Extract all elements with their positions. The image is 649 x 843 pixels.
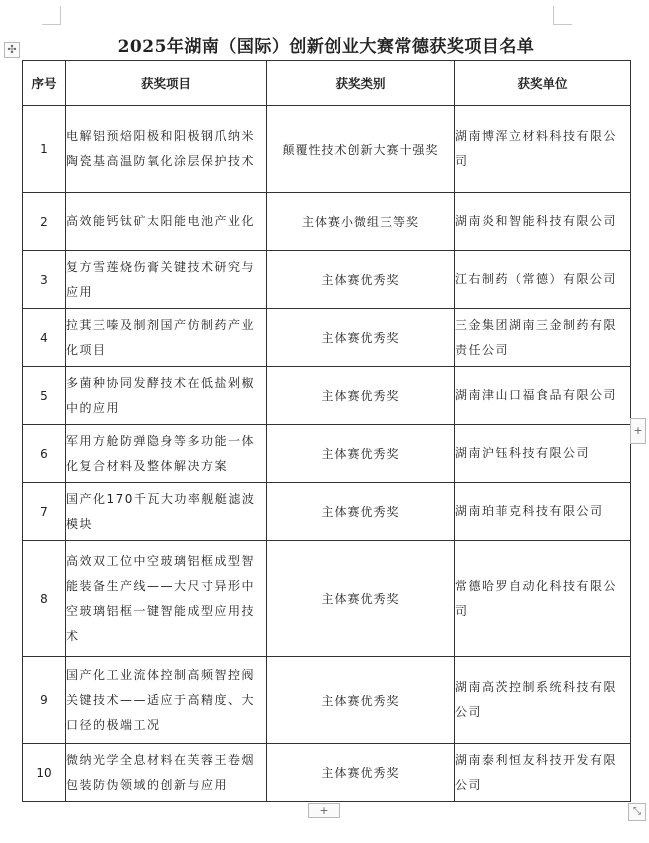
- header-num: 序号: [23, 61, 66, 106]
- table-row: [23, 744, 631, 802]
- row-unit[interactable]: 湖南博浑立材料科技有限公司: [455, 106, 631, 193]
- row-category[interactable]: 主体赛优秀奖: [267, 541, 455, 657]
- table-row: [23, 251, 631, 309]
- row-num: 4: [23, 309, 66, 367]
- table-row: [23, 367, 631, 425]
- row-unit[interactable]: 湖南沪钰科技有限公司: [455, 425, 631, 483]
- add-row-button[interactable]: +: [308, 803, 340, 818]
- row-num: 9: [23, 657, 66, 744]
- row-category[interactable]: 颠覆性技术创新大赛十强奖: [267, 106, 455, 193]
- table-move-handle-icon[interactable]: ✣: [4, 42, 20, 58]
- table-row: [23, 309, 631, 367]
- row-unit[interactable]: 江右制药（常德）有限公司: [455, 251, 631, 309]
- row-category[interactable]: 主体赛优秀奖: [267, 483, 455, 541]
- row-unit[interactable]: 湖南津山口福食品有限公司: [455, 367, 631, 425]
- row-project[interactable]: 复方雪莲烧伤膏关键技术研究与应用: [66, 251, 267, 309]
- row-project[interactable]: 国产化工业流体控制高频智控阀关键技术——适应于高精度、大口径的极端工况: [66, 657, 267, 744]
- row-project[interactable]: 高效双工位中空玻璃铝框成型智能装备生产线——大尺寸异形中空玻璃铝框一键智能成型应用技术: [66, 541, 267, 657]
- row-project[interactable]: 高效能钙钛矿太阳能电池产业化: [66, 193, 267, 251]
- table-header-row: [23, 61, 631, 106]
- table-row: [23, 193, 631, 251]
- row-category[interactable]: 主体赛优秀奖: [267, 309, 455, 367]
- row-num: 8: [23, 541, 66, 657]
- document-title: 2025年湖南（国际）创新创业大赛常德获奖项目名单: [117, 37, 535, 57]
- row-num: 3: [23, 251, 66, 309]
- row-project[interactable]: 多菌种协同发酵技术在低盐剁椒中的应用: [66, 367, 267, 425]
- row-num: 10: [23, 744, 66, 802]
- crop-mark-top-left: [42, 6, 61, 25]
- row-project[interactable]: 拉萁三嗪及制剂国产仿制药产业化项目: [66, 309, 267, 367]
- row-project[interactable]: 电解铝预焙阳极和阳极钢爪纳米陶瓷基高温防氧化涂层保护技术: [66, 106, 267, 193]
- row-unit[interactable]: 湖南高茨控制系统科技有限公司: [455, 657, 631, 744]
- row-project[interactable]: 微纳光学全息材料在芙蓉王卷烟包装防伪领域的创新与应用: [66, 744, 267, 802]
- row-num: 7: [23, 483, 66, 541]
- table-row: [23, 483, 631, 541]
- table-row: [23, 425, 631, 483]
- row-unit[interactable]: 湖南炎和智能科技有限公司: [455, 193, 631, 251]
- row-num: 1: [23, 106, 66, 193]
- row-unit[interactable]: 三金集团湖南三金制药有限责任公司: [455, 309, 631, 367]
- row-num: 5: [23, 367, 66, 425]
- row-category[interactable]: 主体赛优秀奖: [267, 744, 455, 802]
- row-num: 2: [23, 193, 66, 251]
- header-category: 获奖类别: [267, 61, 455, 106]
- row-project[interactable]: 国产化170千瓦大功率舰艇滤波模块: [66, 483, 267, 541]
- header-project: 获奖项目: [66, 61, 267, 106]
- crop-mark-top-right: [553, 6, 572, 25]
- awards-table: [22, 60, 631, 802]
- table-row: [23, 657, 631, 744]
- row-category[interactable]: 主体赛小微组三等奖: [267, 193, 455, 251]
- row-category[interactable]: 主体赛优秀奖: [267, 251, 455, 309]
- row-category[interactable]: 主体赛优秀奖: [267, 657, 455, 744]
- row-category[interactable]: 主体赛优秀奖: [267, 367, 455, 425]
- row-unit[interactable]: 湖南珀菲克科技有限公司: [455, 483, 631, 541]
- header-unit: 获奖单位: [455, 61, 631, 106]
- row-project[interactable]: 军用方舱防弹隐身等多功能一体化复合材料及整体解决方案: [66, 425, 267, 483]
- row-unit[interactable]: 湖南泰利恒友科技开发有限公司: [455, 744, 631, 802]
- table-row: [23, 541, 631, 657]
- table-row: [23, 106, 631, 193]
- row-category[interactable]: 主体赛优秀奖: [267, 425, 455, 483]
- row-unit[interactable]: 常德哈罗自动化科技有限公司: [455, 541, 631, 657]
- add-column-button[interactable]: +: [630, 418, 646, 444]
- table-resize-handle-icon[interactable]: ⤡: [628, 803, 646, 821]
- row-num: 6: [23, 425, 66, 483]
